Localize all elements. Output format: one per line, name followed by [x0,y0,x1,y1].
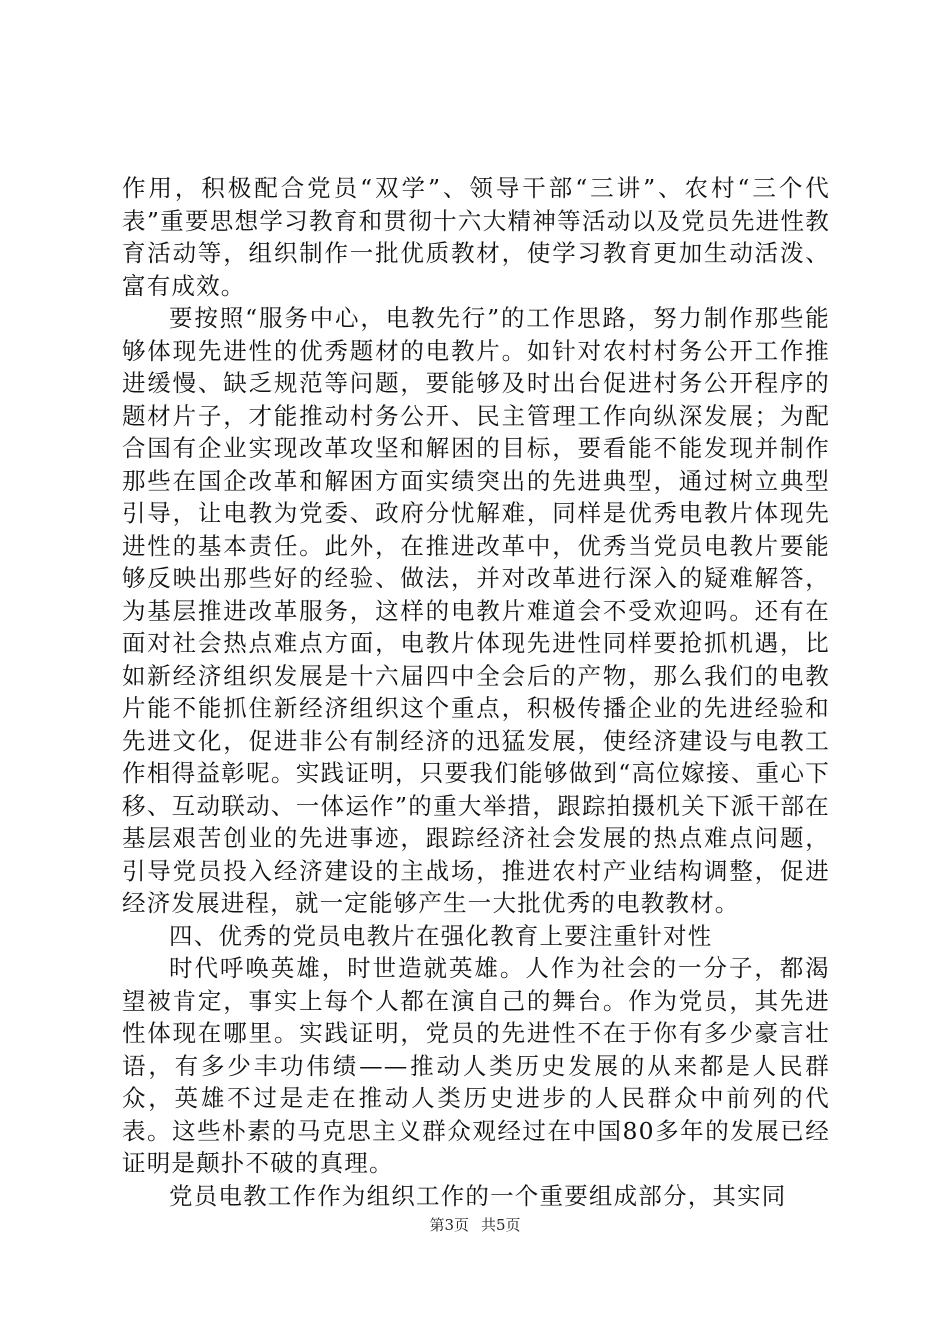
paragraph-electronic-education: 党员电教工作作为组织工作的一个重要组成部分，其实同 [169,1181,787,1210]
page-total: 共5页 [481,1216,521,1234]
page-number: 第3页 [429,1216,469,1234]
paragraph-heroes: 时代呼唤英雄，时世造就英雄。人作为社会的一分子，都渴望被肯定，事实上每个人都在演自己的舞台。作为党员，其先进性体现在哪里。实践证明，党员的先进性不在于你有多少豪言壮语，有多少丰功伟绩——推动人类历史发展的从来都是人民群众，英雄不过是走在推动人类历史进步的人民群众中前列的代表。这些朴素的马克思主义群众观经过在中国80多年的发展已经证明是颠扑不破的真理。 [122,954,830,1177]
section-heading-four: 四、优秀的党员电教片在强化教育上要注重针对性 [169,921,713,950]
document-body [122,172,830,1212]
page-footer [0,1215,950,1235]
paragraph-continuation: 作用，积极配合党员“双学”、领导干部“三讲”、农村“三个代表”重要思想学习教育和贯彻十六大精神等活动以及党员先进性教育活动等，组织制作一批优质教材，使学习教育更加生动活泼、富有成效。 [122,174,830,300]
paragraph-service-center: 要按照“服务中心，电教先行”的工作思路，努力制作那些能够体现先进性的优秀题材的电教片。如针对农村村务公开工作推进缓慢、缺乏规范等问题，要能够及时出台促进村务公开程序的题材片子，才能推动村务公开、民主管理工作向纵深发展；为配合国有企业实现改革攻坚和解困的目标，要看能不能发现并制作那些在国企改革和解困方面实绩突出的先进典型，通过树立典型引导，让电教为党委、政府分忧解难，同样是优秀电教片体现先进性的基本责任。此外，在推进改革中，优秀当党员电教片要能够反映出那些好的经验、做法，并对改革进行深入的疑难解答，为基层推进改革服务，这样的电教片难道会不受欢迎吗。还有在面对社会热点难点方面，电教片体现先进性同样要抢抓机遇，比如新经济组织发展是十六届四中全会后的产物，那么我们的电教片能不能抓住新经济组织这个重点，积极传播企业的先进经验和先进文化，促进非公有制经济的迅猛发展，使经济建设与电教工作相得益彰呢。实践证明，只要我们能够做到“高位嫁接、重心下移、互动联动、一体运作”的重大举措，跟踪拍摄机关下派干部在基层艰苦创业的先进事迹，跟踪经济社会发展的热点难点问题，引导党员投入经济建设的主战场，推进农村产业结构调整，促进经济发展进程，就一定能够产生一大批优秀的电教教材。 [122,304,830,917]
